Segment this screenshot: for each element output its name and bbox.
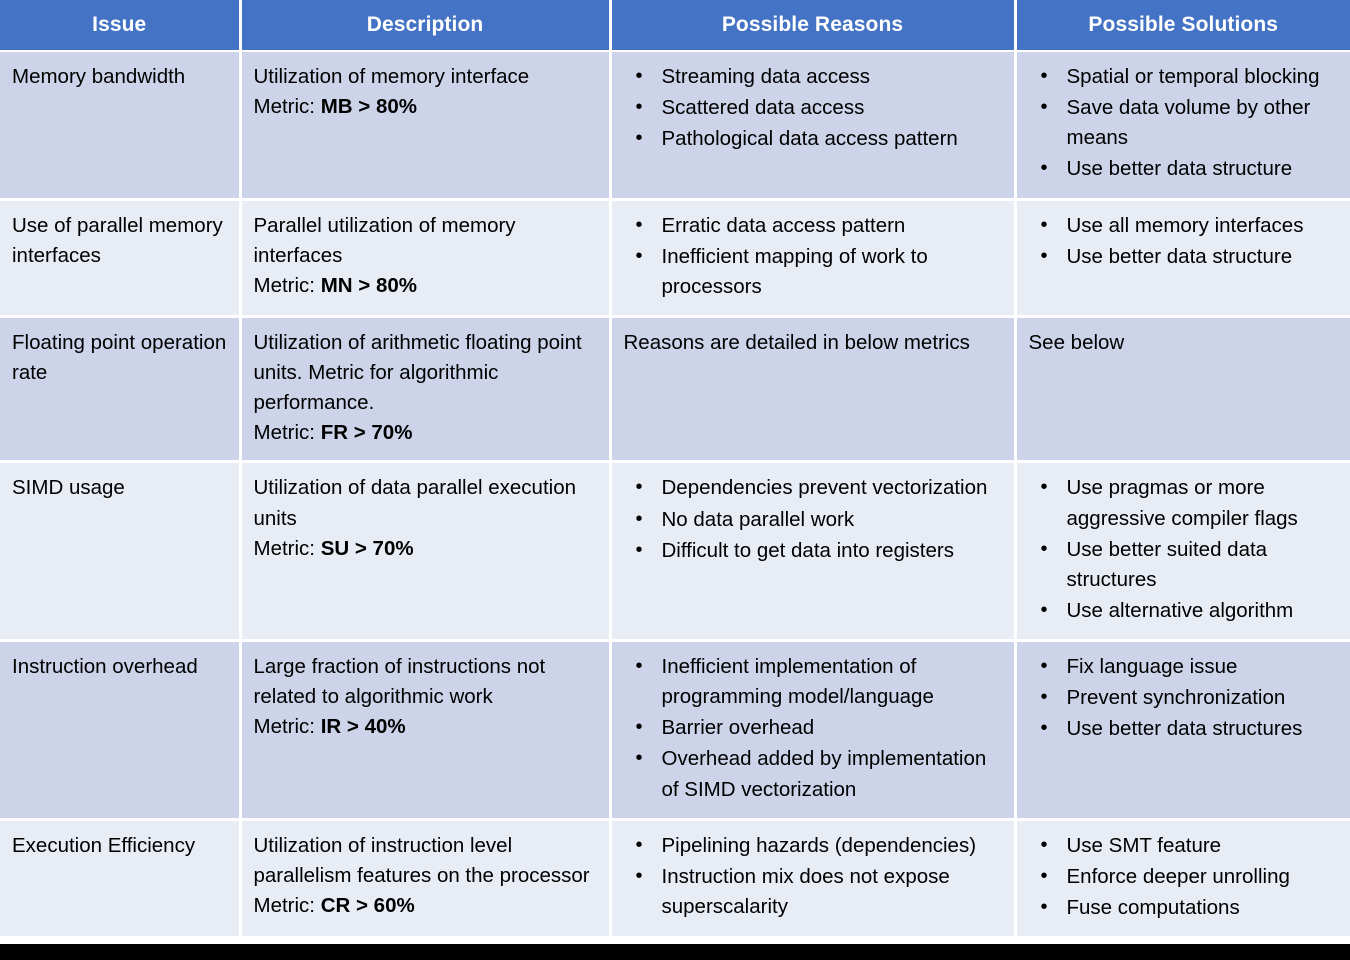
cell-description: [240, 462, 610, 641]
description-line: [254, 831, 597, 891]
table-row: [0, 641, 1350, 820]
description-line-text: Large fraction of instructions not related to algorithmic work: [253, 655, 551, 709]
solution-item-label: Enforce deeper unrolling: [1066, 864, 1290, 888]
issue-label: SIMD usage: [12, 476, 125, 500]
reason-item: [628, 473, 1002, 503]
bullet-icon: •: [1040, 244, 1048, 267]
cell-description: [240, 51, 610, 199]
cell-description: [240, 199, 610, 316]
description-metric-line: [254, 418, 597, 448]
issue-label: Instruction overhead: [12, 655, 198, 678]
solution-item: [1033, 473, 1339, 533]
reason-item: [628, 536, 1002, 566]
cell-issue: [0, 199, 240, 316]
bullet-icon: •: [635, 833, 643, 856]
description-metric-value: CR > 60%: [320, 893, 415, 917]
cell-description: [240, 316, 610, 462]
bullet-icon: •: [635, 507, 643, 530]
bullet-icon: •: [1040, 833, 1048, 856]
bullet-icon: •: [1040, 537, 1048, 560]
reason-item: [628, 831, 1002, 861]
description-line: [254, 473, 597, 533]
solution-item: [1033, 93, 1339, 153]
description-metric-line: [254, 271, 597, 301]
cell-possible-solutions: [1015, 51, 1350, 199]
issue-label: Use of parallel memory interfaces: [12, 213, 223, 267]
solution-item-label: Use better data structure: [1066, 244, 1293, 268]
issue-label: Floating point operation rate: [12, 330, 227, 384]
reason-item-label: Instruction mix does not expose superscalarity: [661, 864, 950, 918]
cell-possible-solutions-list: [1029, 62, 1339, 185]
solution-item-label: Use all memory interfaces: [1066, 213, 1304, 237]
bullet-icon: •: [635, 538, 643, 561]
bullet-icon: •: [635, 213, 643, 236]
bullet-icon: •: [635, 65, 643, 87]
description-line-text: Metric:: [253, 95, 321, 119]
reason-item-label: Scattered data access: [661, 96, 865, 120]
reason-item-label: Inefficient mapping of work to processors: [661, 244, 928, 298]
reason-item-label: Pathological data access pattern: [661, 127, 958, 151]
cell-possible-reasons-list: [624, 652, 1002, 805]
description-line-text: Utilization of arithmetic floating point units. Metric for algorithmic performance.: [253, 330, 588, 415]
table-row: [0, 51, 1350, 199]
cell-possible-solutions-list: [1029, 831, 1339, 923]
description-metric-value: MN > 80%: [320, 273, 417, 297]
bullet-icon: •: [635, 127, 643, 150]
solution-item: [1033, 211, 1339, 241]
issue-label: Execution Efficiency: [12, 833, 196, 857]
solution-item: [1033, 862, 1339, 892]
reason-item: [628, 505, 1002, 535]
cell-issue: [0, 819, 240, 937]
bullet-icon: •: [635, 96, 643, 119]
solution-item-label: Use SMT feature: [1066, 833, 1222, 857]
cell-possible-reasons-list: [624, 473, 1002, 565]
table-row: [0, 199, 1350, 316]
description-line-text: Metric:: [253, 893, 321, 917]
description-line-text: Metric:: [253, 536, 321, 560]
bullet-icon: •: [1040, 864, 1048, 887]
cell-description: [240, 819, 610, 937]
cell-possible-reasons: [610, 819, 1015, 937]
cell-issue: [0, 641, 240, 820]
column-header-possible-solutions: Possible Solutions: [1015, 0, 1350, 51]
description-metric-line: [254, 92, 597, 122]
solution-item-label: Use pragmas or more aggressive compiler flags: [1066, 476, 1298, 530]
reason-item: [628, 652, 1002, 712]
solution-item: [1033, 683, 1339, 713]
reason-item: [628, 242, 1002, 302]
solution-item-label: Save data volume by other means: [1066, 96, 1311, 150]
description-metric-value: MB > 80%: [320, 95, 417, 119]
bullet-icon: •: [1040, 157, 1048, 180]
solution-item-label: Fuse computations: [1066, 895, 1240, 919]
description-line: [254, 328, 597, 418]
cell-possible-solutions-list: [1029, 652, 1339, 744]
solution-item: [1033, 714, 1339, 744]
description-line-text: Utilization of memory interface: [253, 65, 530, 88]
solution-item: [1033, 893, 1339, 923]
reason-item-label: Dependencies prevent vectorization: [661, 476, 988, 500]
description-line-text: Metric:: [253, 273, 321, 297]
cell-possible-reasons-list: [624, 211, 1002, 302]
table-row: [0, 462, 1350, 641]
bullet-icon: •: [635, 716, 643, 739]
bullet-icon: •: [635, 476, 643, 499]
bullet-icon: •: [635, 655, 643, 677]
description-line-text: Metric:: [253, 715, 321, 739]
cell-possible-reasons: [610, 641, 1015, 820]
cell-possible-reasons: [610, 199, 1015, 316]
table-row: [0, 819, 1350, 937]
cell-possible-solutions: [1015, 462, 1350, 641]
bullet-icon: •: [635, 864, 643, 887]
cell-possible-solutions-list: [1029, 211, 1339, 272]
cell-possible-solutions-text: See below: [1028, 330, 1125, 354]
description-line-text: Parallel utilization of memory interfaces: [253, 213, 522, 267]
bullet-icon: •: [1040, 476, 1048, 499]
solution-item: [1033, 154, 1339, 184]
cell-issue: [0, 316, 240, 462]
cell-possible-solutions: [1015, 199, 1350, 316]
cell-possible-solutions: [1015, 316, 1350, 462]
description-line-text: Utilization of instruction level parallelism features on the processor: [253, 833, 590, 887]
reason-item-label: Pipelining hazards (dependencies): [661, 833, 977, 857]
description-line-text: Metric:: [253, 421, 321, 445]
reason-item: [628, 62, 1002, 92]
description-metric-value: IR > 40%: [320, 715, 406, 739]
bullet-icon: •: [1040, 895, 1048, 918]
issue-label: Memory bandwidth: [12, 65, 186, 88]
bullet-icon: •: [1040, 655, 1048, 677]
cell-possible-solutions: [1015, 641, 1350, 820]
description-line: [254, 652, 597, 712]
bullet-icon: •: [1040, 717, 1048, 740]
description-metric-value: SU > 70%: [320, 536, 414, 560]
description-metric-line: [254, 891, 597, 921]
reason-item: [628, 713, 1002, 743]
cell-possible-reasons-list: [624, 62, 1002, 154]
solution-item: [1033, 242, 1339, 272]
solution-item-label: Prevent synchronization: [1066, 686, 1286, 710]
solution-item: [1033, 652, 1339, 682]
reason-item-label: Barrier overhead: [661, 716, 815, 740]
reason-item-label: Inefficient implementation of programming model/language: [661, 655, 934, 709]
table-header: [0, 0, 1350, 51]
bullet-icon: •: [1040, 65, 1048, 87]
description-line: [254, 211, 597, 271]
solution-item-label: Use better suited data structures: [1066, 537, 1268, 591]
cell-possible-reasons: [610, 462, 1015, 641]
cell-possible-solutions: [1015, 819, 1350, 937]
bullet-icon: •: [1040, 686, 1048, 709]
cell-issue: [0, 462, 240, 641]
solution-item-label: Use better data structure: [1066, 157, 1293, 181]
bullet-icon: •: [1040, 96, 1048, 119]
cell-possible-solutions-list: [1029, 473, 1339, 626]
cell-possible-reasons: [610, 51, 1015, 199]
cell-possible-reasons-text: Reasons are detailed in below metrics: [623, 330, 970, 354]
column-header-possible-reasons: Possible Reasons: [610, 0, 1015, 51]
description-line: [254, 62, 597, 92]
column-header-issue: Issue: [0, 0, 240, 51]
solution-item-label: Spatial or temporal blocking: [1066, 65, 1320, 88]
table-header-row: [0, 0, 1350, 51]
bullet-icon: •: [1040, 213, 1048, 236]
solution-item: [1033, 62, 1339, 92]
cell-description: [240, 641, 610, 820]
cell-possible-reasons: [610, 316, 1015, 462]
description-metric-value: FR > 70%: [320, 421, 413, 445]
description-metric-line: [254, 712, 597, 742]
table-row: [0, 316, 1350, 462]
reason-item-label: No data parallel work: [661, 507, 855, 531]
reason-item-label: Erratic data access pattern: [661, 213, 906, 237]
reason-item: [628, 862, 1002, 922]
description-line-text: Utilization of data parallel execution units: [253, 476, 582, 530]
reason-item: [628, 211, 1002, 241]
reason-item: [628, 744, 1002, 804]
solution-item-label: Use alternative algorithm: [1066, 598, 1294, 622]
bullet-icon: •: [635, 244, 643, 267]
table-body: [0, 51, 1350, 938]
reason-item: [628, 124, 1002, 154]
bullet-icon: •: [635, 747, 643, 770]
solution-item: [1033, 535, 1339, 595]
cell-issue: [0, 51, 240, 199]
reason-item: [628, 93, 1002, 123]
solution-item-label: Use better data structures: [1066, 717, 1303, 741]
reason-item-label: Overhead added by implementation of SIMD vectorization: [661, 747, 987, 801]
description-metric-line: [254, 534, 597, 564]
reason-item-label: Streaming data access: [661, 65, 871, 88]
cell-possible-reasons-list: [624, 831, 1002, 922]
solution-item: [1033, 831, 1339, 861]
solution-item: [1033, 596, 1339, 626]
reason-item-label: Difficult to get data into registers: [661, 538, 954, 562]
column-header-description: Description: [240, 0, 610, 51]
solution-item-label: Fix language issue: [1066, 655, 1238, 678]
bullet-icon: •: [1040, 598, 1048, 621]
bottom-black-bar: [0, 944, 1350, 960]
